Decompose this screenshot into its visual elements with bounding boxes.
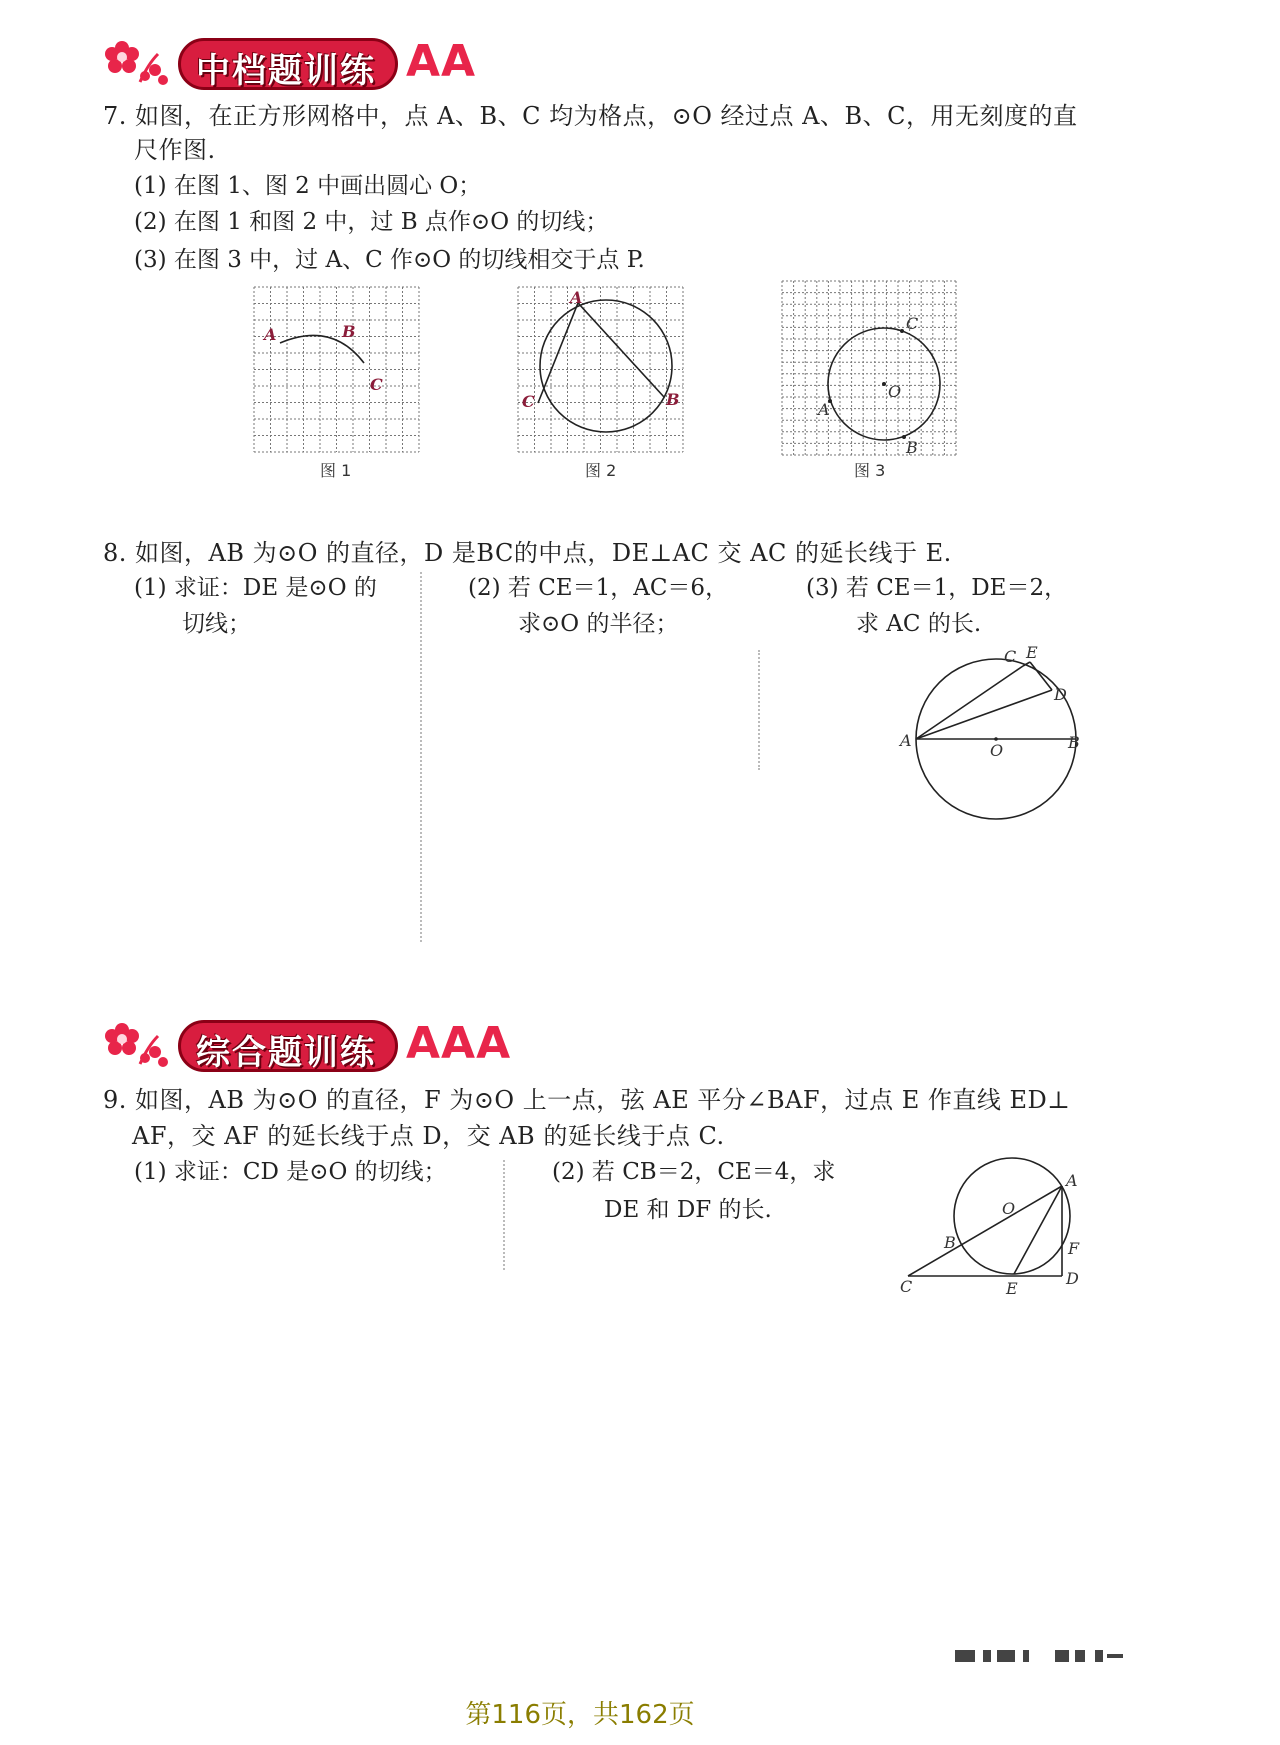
grid <box>518 287 683 452</box>
section-title: 综合题训练 <box>196 1033 376 1073</box>
label-e: E <box>1026 643 1038 662</box>
label-d: D <box>1054 685 1067 704</box>
label-o: O <box>1002 1199 1016 1218</box>
label-b: B <box>666 390 680 409</box>
q7-part2: (2) 在图 1 和图 2 中，过 B 点作⊙O 的切线； <box>134 209 609 235</box>
q7-figure-2 <box>516 285 696 465</box>
label-c: C <box>370 375 383 394</box>
q9-figure <box>896 1150 1096 1310</box>
q7-figure-2-caption: 图 2 <box>585 461 617 480</box>
label-c: C <box>1004 647 1017 666</box>
label-a: A <box>1066 1171 1078 1190</box>
grid <box>254 287 419 452</box>
q9-part1: (1) 求证：CD 是⊙O 的切线； <box>134 1159 447 1185</box>
label-b: B <box>342 322 356 341</box>
label-c: C <box>900 1277 913 1296</box>
q8-part2-b: 求⊙O 的半径； <box>518 611 679 637</box>
flower-icon <box>100 1016 180 1076</box>
point-o <box>882 382 886 386</box>
q7-figure-1 <box>252 285 432 465</box>
section-title: 中档题训练 <box>196 51 376 91</box>
q9-part2-b: DE 和 DF 的长. <box>604 1197 772 1223</box>
q7-figure-3 <box>780 279 960 459</box>
label-o: O <box>888 382 902 401</box>
q9-line2: AF，交 AF 的延长线于点 D，交 AB 的延长线于点 C. <box>132 1122 725 1150</box>
label-b: B <box>944 1233 956 1252</box>
line-ad <box>916 690 1052 739</box>
grid <box>782 281 956 455</box>
line-ac <box>916 666 1023 739</box>
q8-line1: 8. 如图，AB 为⊙O 的直径，D 是BC的中点，DE⊥AC 交 AC 的延长线于 E. <box>103 539 952 567</box>
difficulty-level: AA <box>406 36 477 87</box>
q7-line1: 7. 如图，在正方形网格中，点 A、B、C 均为格点，⊙O 经过点 A、B、C，用无刻度的直 <box>103 102 1078 130</box>
q9-line1: 9. 如图，AB 为⊙O 的直径，F 为⊙O 上一点，弦 AE 平分∠BAF，过点 E 作直线 ED⊥ <box>103 1086 1071 1114</box>
q7-line2: 尺作图. <box>134 136 216 164</box>
label-o: O <box>990 741 1004 760</box>
answer-divider <box>420 572 422 942</box>
scan-marks <box>955 1648 1125 1664</box>
q8-part1-b: 切线； <box>182 611 251 637</box>
q8-figure <box>898 642 1088 832</box>
answer-divider <box>503 1160 505 1270</box>
label-c: C <box>522 392 535 411</box>
label-a: A <box>264 325 277 344</box>
line-ca <box>908 1186 1062 1276</box>
label-a: A <box>570 288 583 307</box>
q7-part3: (3) 在图 3 中，过 A、C 作⊙O 的切线相交于点 P. <box>134 247 645 273</box>
section-banner-2 <box>100 1016 540 1076</box>
page-indicator: 第116页，共162页 <box>465 1700 695 1730</box>
point-c <box>900 329 904 333</box>
label-b: B <box>1068 733 1080 752</box>
q8-part1-a: (1) 求证：DE 是⊙O 的 <box>134 575 377 601</box>
label-b: B <box>906 438 918 457</box>
q7-part1: (1) 在图 1、图 2 中画出圆心 O； <box>134 173 482 199</box>
label-c: C <box>906 314 919 333</box>
line-de <box>1030 662 1052 690</box>
q7-figure-3-caption: 图 3 <box>854 461 886 480</box>
flower-icon <box>100 34 180 94</box>
label-f: F <box>1068 1239 1080 1258</box>
label-a: A <box>818 400 830 419</box>
label-a: A <box>900 731 912 750</box>
answer-divider <box>758 650 760 770</box>
q8-part3-a: (3) 若 CE＝1，DE＝2， <box>806 575 1068 601</box>
q9-part2-a: (2) 若 CB＝2，CE＝4，求 <box>552 1159 836 1185</box>
q7-figure-1-caption: 图 1 <box>320 461 352 480</box>
section-banner-1 <box>100 34 520 94</box>
difficulty-level: AAA <box>406 1018 512 1069</box>
q8-part3-b: 求 AC 的长. <box>856 611 982 637</box>
label-e: E <box>1006 1279 1018 1298</box>
q8-part2-a: (2) 若 CE＝1，AC＝6， <box>468 575 729 601</box>
label-d: D <box>1066 1269 1079 1288</box>
